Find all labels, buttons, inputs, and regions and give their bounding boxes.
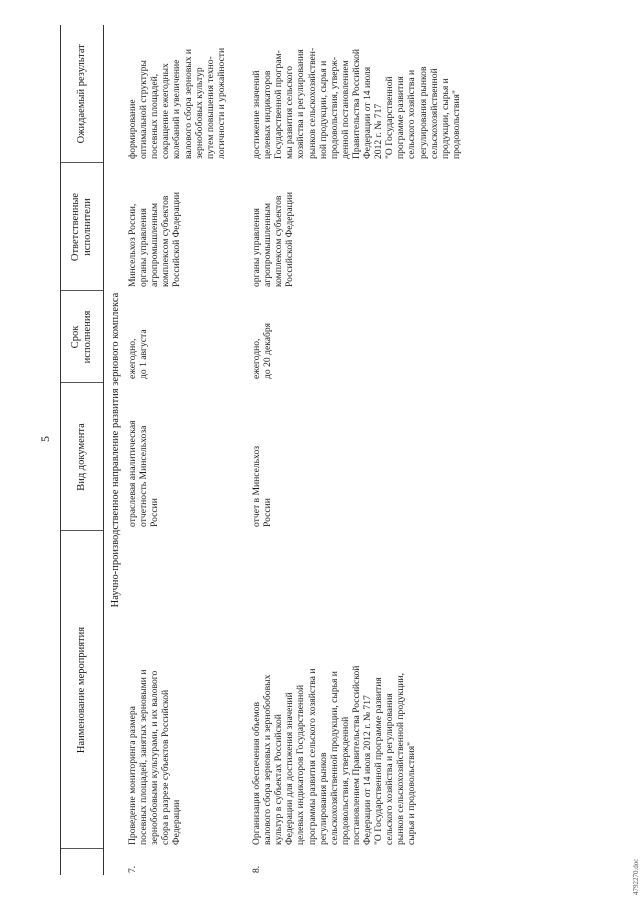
header-num bbox=[61, 849, 104, 875]
row-num: 8. bbox=[251, 865, 263, 873]
header-exec: Ответственные исполнители bbox=[61, 163, 104, 291]
table-row bbox=[126, 25, 250, 875]
row-exec: органы управления агропромышленным комплексом субъектов Российской Федерации bbox=[251, 192, 296, 287]
header-term: Срок исполнения bbox=[61, 291, 104, 383]
row-name: Организация обеспечения объемов валового сбора зерновых и зернобобовых культур в субъектах Российской Федерации для достижения значений целевых индикаторов Государственной программы развития сельского хозяйства и регулирования рынков сельскохозяйственной продукции, сырья и продовольствия, утвержденной постановлением Правительства Российской Федерации от 14 июля 2012 г. № 717 "О Государственной программе развития сельского хозяйства и регулирования рынков сельскохозяйственной продукции, сырья и продовольствия" bbox=[251, 665, 418, 845]
header-name: Наименование мероприятия bbox=[61, 531, 104, 849]
events-table bbox=[60, 25, 463, 875]
row-exec: Минсельхоз России, органы управления агропромышленным комплексом субъектов Российской Федерации bbox=[127, 192, 183, 287]
row-term: ежегодно, до 1 августа bbox=[127, 329, 150, 379]
section-row bbox=[104, 25, 127, 875]
header-result: Ожидаемый результат bbox=[61, 25, 104, 163]
row-term: ежегодно, до 20 декабря bbox=[251, 322, 274, 379]
row-result: формирование оптимальной структуры посевных площадей, сокращение ежегодных колебаний и увеличение валового сбора зерновых и зернобобовых культур путем повышения техно- логичности и урожайности bbox=[127, 47, 227, 159]
table-row bbox=[250, 25, 463, 875]
section-title: Научно-производственное направление развития зернового комплекса bbox=[110, 292, 121, 608]
row-doc: отчет в Минсельхоз России bbox=[251, 445, 274, 527]
row-result: достижение значений целевых индикаторов Государственной програм- мы развития сельского хозяйства и регулирования рынков сельскохозяйствен- ной продукции, сырья и продовольствия, утверж- денной постановлением Правительства Российской Федерации от 14 июля 2012 г. № 717 "О Государственной программе развития сельского хозяйства и регулирования рынков сельскохозяйственной продукции, сырья и продовольствия" bbox=[251, 47, 462, 159]
row-name: Проведение мониторинга размера посевных площадей, занятых зерновыми и зернобобовыми культурами, и их валового сбора в разрезе субъектов Российской Федерации bbox=[127, 669, 183, 845]
header-doc: Вид документа bbox=[61, 383, 104, 531]
footer-code: 4792270.doc bbox=[632, 858, 640, 895]
table-header-row bbox=[61, 25, 104, 875]
row-doc: отраслевая аналитическая отчетность Минсельхоза России bbox=[127, 420, 161, 527]
row-num: 7. bbox=[127, 865, 139, 873]
page-number: 5 bbox=[38, 436, 52, 442]
